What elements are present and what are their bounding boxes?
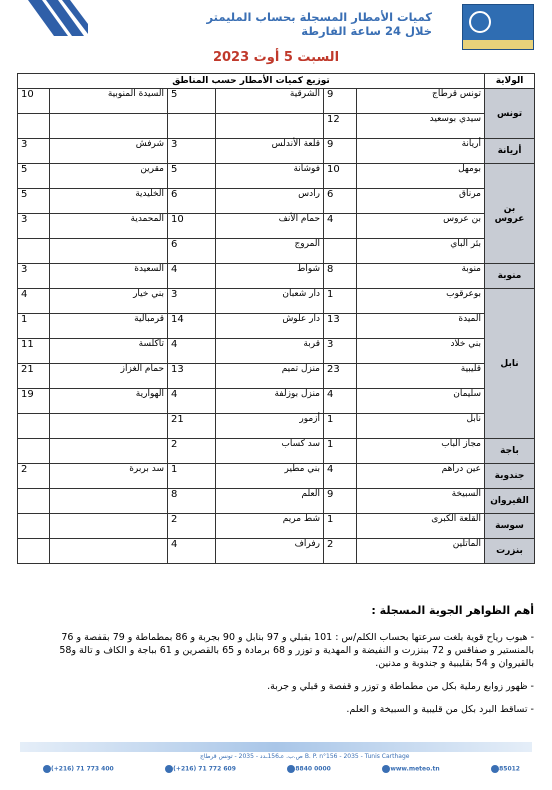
rainfall-value: 21 bbox=[168, 414, 216, 439]
region-cell: باجة bbox=[485, 439, 535, 464]
station-name: مقرين bbox=[50, 164, 168, 189]
table-row bbox=[18, 314, 535, 339]
rainfall-value bbox=[18, 239, 50, 264]
station-name: بني خيار bbox=[50, 289, 168, 314]
table-row bbox=[18, 89, 535, 114]
station-name: حمام الغزاز bbox=[50, 364, 168, 389]
rainfall-value: 2 bbox=[324, 539, 357, 564]
report-date: السبت 5 أوت 2023 bbox=[212, 50, 340, 65]
rainfall-table bbox=[17, 73, 535, 564]
rainfall-value: 21 bbox=[18, 364, 50, 389]
rainfall-value: 3 bbox=[18, 264, 50, 289]
table-row bbox=[18, 139, 535, 164]
station-name: العلم bbox=[216, 489, 324, 514]
rainfall-table-body bbox=[18, 89, 535, 564]
rainfall-value: 1 bbox=[324, 439, 357, 464]
footer-contact bbox=[40, 765, 114, 773]
rainfall-value: 3 bbox=[18, 139, 50, 164]
region-cell: منوبة bbox=[485, 264, 535, 289]
region-cell: بن عروس bbox=[485, 164, 535, 264]
table-row bbox=[18, 514, 535, 539]
station-name: المروج bbox=[216, 239, 324, 264]
rainfall-value: 3 bbox=[168, 289, 216, 314]
station-name bbox=[50, 439, 168, 464]
rainfall-value: 4 bbox=[168, 389, 216, 414]
station-name: شواط bbox=[216, 264, 324, 289]
rainfall-value: 5 bbox=[18, 189, 50, 214]
station-name bbox=[216, 114, 324, 139]
rainfall-value: 6 bbox=[324, 189, 357, 214]
station-name: بني خلاد bbox=[357, 339, 485, 364]
station-name: بوعرقوب bbox=[357, 289, 485, 314]
footer-contact bbox=[162, 765, 236, 773]
station-name: دار علوش bbox=[216, 314, 324, 339]
station-name: سليمان bbox=[357, 389, 485, 414]
rainfall-value: 11 bbox=[18, 339, 50, 364]
footer-contact bbox=[488, 765, 520, 773]
sms-icon bbox=[491, 765, 499, 773]
rainfall-value: 1 bbox=[324, 414, 357, 439]
title-line-1: كميات الأمطار المسجلة بحساب المليمتر bbox=[206, 10, 432, 24]
rainfall-value: 6 bbox=[168, 239, 216, 264]
table-row bbox=[18, 189, 535, 214]
station-name: سد بربرة bbox=[50, 464, 168, 489]
region-cell: القيروان bbox=[485, 489, 535, 514]
rainfall-value bbox=[18, 514, 50, 539]
header-stripes-graphic bbox=[24, 0, 88, 36]
table-row bbox=[18, 264, 535, 289]
rainfall-value: 4 bbox=[324, 389, 357, 414]
rainfall-value: 2 bbox=[18, 464, 50, 489]
website-link[interactable]: www.meteo.tn bbox=[390, 765, 440, 773]
page-title bbox=[172, 10, 432, 38]
rainfall-value: 13 bbox=[168, 364, 216, 389]
rainfall-value: 10 bbox=[18, 89, 50, 114]
table-row bbox=[18, 289, 535, 314]
rainfall-value: 3 bbox=[168, 139, 216, 164]
table-row bbox=[18, 339, 535, 364]
rainfall-value: 19 bbox=[18, 389, 50, 414]
distribution-header: توزيع كميات الأمطار حسب المناطق bbox=[18, 74, 485, 89]
footer-contacts bbox=[40, 765, 520, 773]
phone-icon bbox=[43, 765, 51, 773]
rainfall-value bbox=[324, 239, 357, 264]
table-row bbox=[18, 114, 535, 139]
region-cell: سوسة bbox=[485, 514, 535, 539]
rainfall-value: 3 bbox=[18, 214, 50, 239]
fax-icon bbox=[165, 765, 173, 773]
table-row bbox=[18, 239, 535, 264]
institute-logo bbox=[462, 4, 534, 50]
fax-number: (+216) 71 772 609 bbox=[173, 765, 236, 773]
station-name: قليبية bbox=[357, 364, 485, 389]
footer-contact bbox=[379, 765, 439, 773]
rainfall-value bbox=[18, 114, 50, 139]
region-cell: نابل bbox=[485, 289, 535, 439]
weather-notes bbox=[26, 604, 534, 726]
footer-contact bbox=[284, 765, 331, 773]
table-header-row bbox=[18, 74, 535, 89]
note-item: - تساقط البرد بكل من قليبية و السبيخة و العلم. bbox=[346, 704, 534, 715]
rainfall-value: 4 bbox=[324, 464, 357, 489]
rainfall-value: 9 bbox=[324, 139, 357, 164]
station-name: قلعة الأندلس bbox=[216, 139, 324, 164]
rainfall-value: 3 bbox=[324, 339, 357, 364]
rainfall-value: 13 bbox=[324, 314, 357, 339]
table-row bbox=[18, 464, 535, 489]
station-name: تونس قرطاج bbox=[357, 89, 485, 114]
station-name: القلعة الكبرى bbox=[357, 514, 485, 539]
station-name: سيدي بوسعيد bbox=[357, 114, 485, 139]
rainfall-value: 4 bbox=[18, 289, 50, 314]
station-name: مرناق bbox=[357, 189, 485, 214]
station-name: شرفش bbox=[50, 139, 168, 164]
region-cell: تونس bbox=[485, 89, 535, 139]
rainfall-value: 14 bbox=[168, 314, 216, 339]
station-name: قربة bbox=[216, 339, 324, 364]
rainfall-value: 4 bbox=[168, 339, 216, 364]
sms-number: 85012 bbox=[499, 765, 520, 773]
station-name: فوشانة bbox=[216, 164, 324, 189]
rainfall-value: 10 bbox=[324, 164, 357, 189]
station-name: مجاز الباب bbox=[357, 439, 485, 464]
station-name: بني مطير bbox=[216, 464, 324, 489]
station-name: السعيدة bbox=[50, 264, 168, 289]
title-line-2: خلال 24 ساعة الفارطة bbox=[301, 24, 432, 38]
station-name: نابل bbox=[357, 414, 485, 439]
rainfall-value: 23 bbox=[324, 364, 357, 389]
station-name: الهوارية bbox=[50, 389, 168, 414]
station-name bbox=[50, 239, 168, 264]
rainfall-value bbox=[18, 414, 50, 439]
rainfall-value: 2 bbox=[168, 514, 216, 539]
notes-heading: أهم الظواهر الجوية المسجلة : bbox=[371, 604, 534, 617]
table-row bbox=[18, 164, 535, 189]
rainfall-value: 5 bbox=[18, 164, 50, 189]
rainfall-value: 9 bbox=[324, 489, 357, 514]
rainfall-value bbox=[18, 439, 50, 464]
rainfall-value: 5 bbox=[168, 164, 216, 189]
station-name: رادس bbox=[216, 189, 324, 214]
rainfall-value: 4 bbox=[168, 539, 216, 564]
station-name: عين دراهم bbox=[357, 464, 485, 489]
station-name: بومهل bbox=[357, 164, 485, 189]
rainfall-value: 1 bbox=[324, 289, 357, 314]
station-name bbox=[50, 114, 168, 139]
station-name: تاكلسة bbox=[50, 339, 168, 364]
rainfall-value: 6 bbox=[168, 189, 216, 214]
rainfall-value: 1 bbox=[18, 314, 50, 339]
station-name: حمام الأنف bbox=[216, 214, 324, 239]
rainfall-value: 9 bbox=[324, 89, 357, 114]
station-name: شط مريم bbox=[216, 514, 324, 539]
region-cell: أريانة bbox=[485, 139, 535, 164]
footer-address: ص.ب. عـ156ـدد - 2035 - تونس قرطاج B. P. n°156 - 2035 - Tunis Carthage bbox=[200, 753, 410, 760]
rainfall-value: 4 bbox=[324, 214, 357, 239]
station-name: منزل بوزلفة bbox=[216, 389, 324, 414]
rainfall-value: 1 bbox=[324, 514, 357, 539]
table-row bbox=[18, 364, 535, 389]
station-name: الخليدية bbox=[50, 189, 168, 214]
station-name: بن عروس bbox=[357, 214, 485, 239]
table-row bbox=[18, 489, 535, 514]
station-name: الميدة bbox=[357, 314, 485, 339]
footer bbox=[0, 742, 552, 790]
note-item: - هبوب رياح قوية بلغت سرعتها بحساب الكلم/س : 101 بقبلي و 97 بنابل و 90 بجربة و 86 بمطماطة و 79 بقفصة و 76 بالمنستير و صفاقس و 72 ببنزرت و النفيضة و المهدية و توزر و 68 برمادة و 65 بالقصرين و 61 بباجة و الكاف و تالة و58 بالقيروان و 54 بقليبية و جندوبة و مدنين. bbox=[59, 632, 534, 669]
note-item: - ظهور زوابع رملية بكل من مطماطة و توزر و قفصة و قبلي و جربة. bbox=[267, 681, 534, 692]
green-number: 8840 0000 bbox=[295, 765, 331, 773]
table-row bbox=[18, 414, 535, 439]
table-row bbox=[18, 389, 535, 414]
station-name: أريانة bbox=[357, 139, 485, 164]
table-row bbox=[18, 539, 535, 564]
station-name: السيدة المنوبية bbox=[50, 89, 168, 114]
station-name: الماتلين bbox=[357, 539, 485, 564]
station-name: منوبة bbox=[357, 264, 485, 289]
station-name: بئر الباي bbox=[357, 239, 485, 264]
footer-banner bbox=[20, 742, 532, 752]
rainfall-value: 5 bbox=[168, 89, 216, 114]
region-cell: بنزرت bbox=[485, 539, 535, 564]
station-name: قرمبالية bbox=[50, 314, 168, 339]
rainfall-value bbox=[168, 114, 216, 139]
station-name: منزل تميم bbox=[216, 364, 324, 389]
rainfall-value: 8 bbox=[168, 489, 216, 514]
rainfall-value: 2 bbox=[168, 439, 216, 464]
rainfall-value: 4 bbox=[168, 264, 216, 289]
station-name: الشرقية bbox=[216, 89, 324, 114]
station-name bbox=[50, 489, 168, 514]
rainfall-value: 12 bbox=[324, 114, 357, 139]
station-name bbox=[50, 539, 168, 564]
station-name: سد كساب bbox=[216, 439, 324, 464]
station-name bbox=[50, 414, 168, 439]
station-name: أزمور bbox=[216, 414, 324, 439]
station-name: دار شعبان bbox=[216, 289, 324, 314]
rainfall-value: 1 bbox=[168, 464, 216, 489]
table-row bbox=[18, 439, 535, 464]
rainfall-value bbox=[18, 539, 50, 564]
rainfall-value: 8 bbox=[324, 264, 357, 289]
phone-number: (+216) 71 773 400 bbox=[51, 765, 114, 773]
region-cell: جندوبة bbox=[485, 464, 535, 489]
rainfall-value bbox=[18, 489, 50, 514]
rainfall-value: 10 bbox=[168, 214, 216, 239]
region-header: الولاية bbox=[485, 74, 535, 89]
station-name: المحمدية bbox=[50, 214, 168, 239]
table-row bbox=[18, 214, 535, 239]
station-name bbox=[50, 514, 168, 539]
station-name: رفراف bbox=[216, 539, 324, 564]
station-name: السبيخة bbox=[357, 489, 485, 514]
